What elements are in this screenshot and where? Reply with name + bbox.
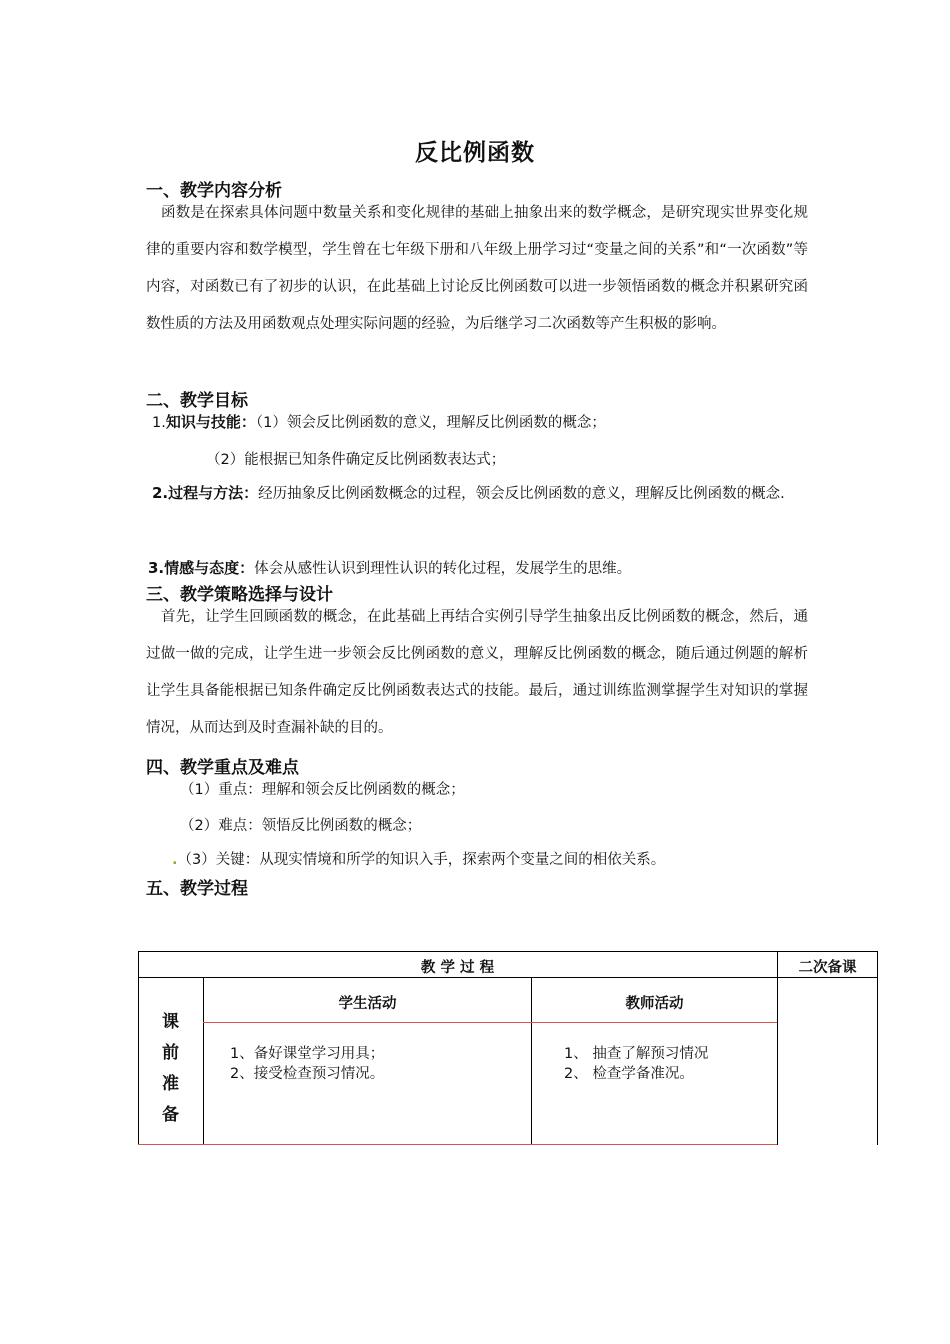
goal-3-line <box>148 557 631 578</box>
goal-1-text: （1）领会反比例函数的意义，理解反比例函数的概念； <box>255 415 606 431</box>
list-item: 1、 抽查了解预习情况 <box>564 1046 709 1062</box>
green-dot-mark: . <box>172 852 178 868</box>
student-activity-list <box>230 1044 384 1084</box>
critical-point: （3）关键：从现实情境和所学的知识入手，探索两个变量之间的相依关系。 <box>177 852 666 868</box>
table-top-border <box>138 951 878 952</box>
side-char: 课 <box>162 1012 179 1032</box>
goal-1-text-2: （2）能根据已知条件确定反比例函数表达式； <box>206 452 506 468</box>
column-teacher-activity: 教师活动 <box>625 996 684 1012</box>
column-student-activity: 学生活动 <box>338 996 397 1012</box>
list-item: 2、接受检查预习情况。 <box>230 1066 385 1082</box>
section-4-heading: 四、教学重点及难点 <box>146 758 299 778</box>
section-3-paragraph: 首先，让学生回顾函数的概念，在此基础上再结合实例引导学生抽象出反比例函数的概念，然后，通过做一做的完成，让学生进一步领会反比例函数的意义，理解反比例函数的概念，随后通过例题的解析让学生具备能根据已知条件确定反比例函数表达式的技能。最后，通过训练监测掌握学生对知识的掌握情况，从而达到及时查漏补缺的目的。 <box>146 609 808 736</box>
header-second-prep: 二次备课 <box>798 960 857 976</box>
section-1-paragraph: 函数是在探索具体问题中数量关系和变化规律的基础上抽象出来的数学概念，是研究现实世界变化规律的重要内容和数学模型，学生曾在七年级下册和八年级上册学习过“变量之间的关系”和“一次函数”等内容，对函数已有了初步的认识，在此基础上讨论反比例函数可以进一步领悟函数的概念并积累研究函数性质的方法及用函数观点处理实际问题的经验，为后继学习二次函数等产生积极的影响。 <box>146 205 808 332</box>
goal-3-text: 体会从感性认识到理性认识的转化过程，发展学生的思维。 <box>254 561 632 577</box>
teacher-activity-list <box>564 1044 708 1084</box>
table-header-border <box>138 977 878 978</box>
key-point: （1）重点：理解和领会反比例函数的概念； <box>180 782 465 798</box>
section-2-heading: 二、教学目标 <box>146 391 248 411</box>
critical-point-line <box>172 848 665 869</box>
section-5-heading: 五、教学过程 <box>146 879 248 899</box>
table-bottom-border <box>138 1144 777 1145</box>
side-label-pre-class <box>138 1007 203 1131</box>
section-3-heading: 三、教学策略选择与设计 <box>146 585 333 605</box>
difficult-point: （2）难点：领悟反比例函数的概念； <box>180 818 422 834</box>
goal-2-paragraph <box>146 475 808 513</box>
header-teaching-process: 教 学 过 程 <box>420 960 495 976</box>
table-right-border <box>877 951 878 1145</box>
list-item: 2、 检查学备准况。 <box>564 1066 694 1082</box>
table-divider-second <box>777 951 778 1145</box>
page-title: 反比例函数 <box>415 140 535 166</box>
goal-1-number: 1. <box>152 415 166 431</box>
goal-2-label: 2.过程与方法： <box>152 484 259 502</box>
column-header-border <box>203 1022 777 1023</box>
side-char: 备 <box>162 1105 179 1125</box>
list-item: 1、备好课堂学习用具； <box>230 1046 385 1062</box>
goal-1-label: 知识与技能： <box>165 413 256 431</box>
goal-2-text: 经历抽象反比例函数概念的过程，领会反比例函数的意义，理解反比例函数的概念. <box>258 486 785 502</box>
section-1-heading: 一、教学内容分析 <box>146 181 282 201</box>
process-table <box>138 951 878 1145</box>
side-char: 前 <box>162 1043 179 1063</box>
side-char: 准 <box>162 1074 179 1094</box>
goal-3-label: 3.情感与态度： <box>148 559 255 577</box>
goal-1-line <box>152 411 606 432</box>
